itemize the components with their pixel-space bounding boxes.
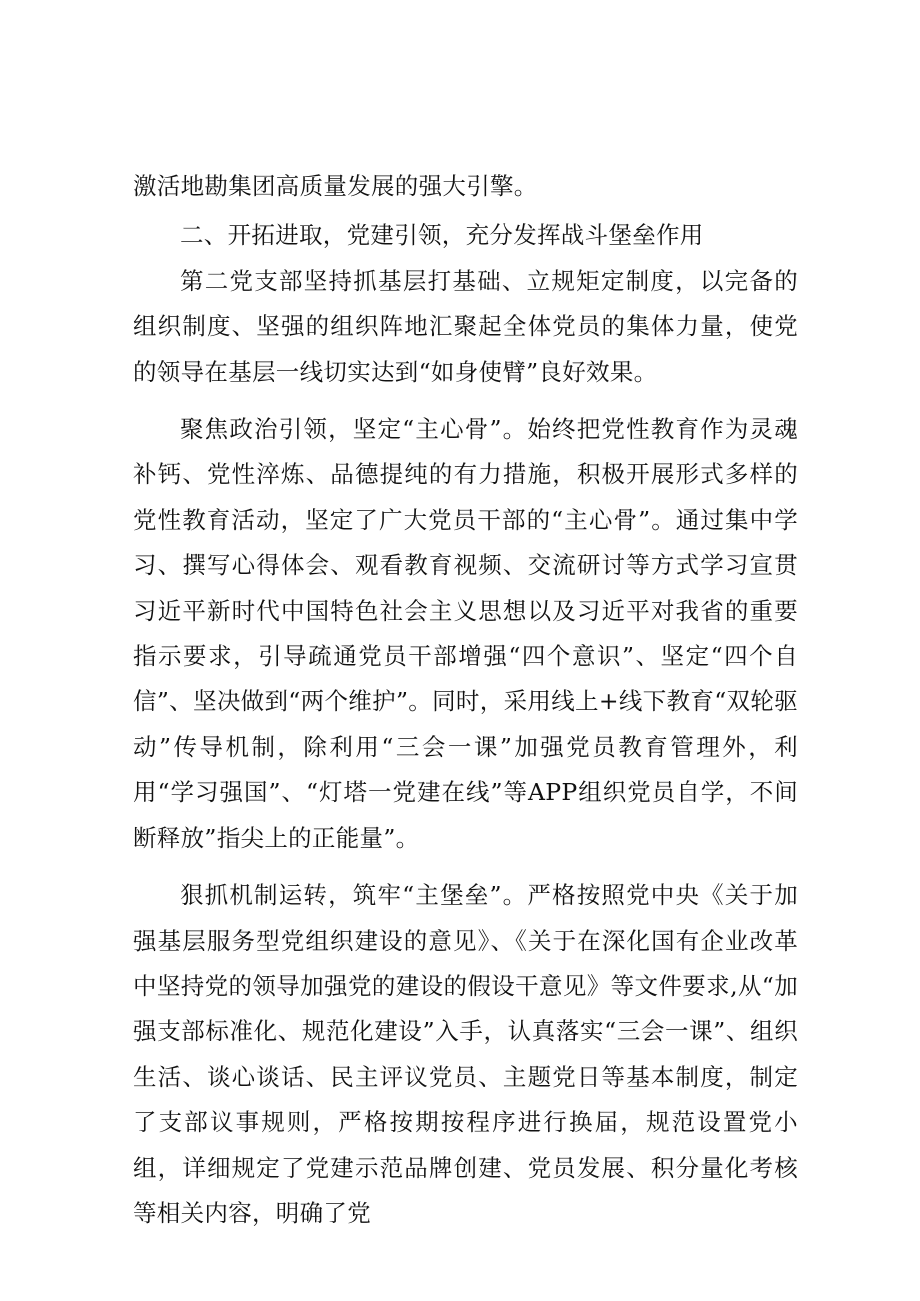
continuation-paragraph: 激活地勘集团高质量发展的强大引擎。 xyxy=(133,172,538,200)
political-guidance-paragraph: 聚焦政治引领，坚定“主心骨”。始终把党性教育作为灵魂补钙、党性淬炼、品德提纯的有力措施，积极开展形式多样的党性教育活动，坚定了广大党员干部的“主心骨”。通过集中学习、撰写心得体会、观看教育视频、交流研讨等方式学习宣贯习近平新时代中国特色社会主义思想以及习近平对我省的重要指示要求，引导疏通党员干部增强“四个意识”、坚定“四个自信”、坚决做到“两个维护”。同时，采用线上+线下教育“双轮驱动”传导机制，除利用“三会一课”加强党员教育管理外，利用“学习强国”、“灯塔一党建在线”等APP组织党员自学，不间断释放”指尖上的正能量”。 xyxy=(133,415,798,852)
section-heading: 二、开拓进取，党建引领，充分发挥战斗堡垒作用 xyxy=(180,221,704,250)
document-body xyxy=(133,164,798,1236)
intro-paragraph: 第二党支部坚持抓基层打基础、立规矩定制度，以完备的组织制度、坚强的组织阵地汇聚起全体党员的集体力量，使党的领导在基层一线切实达到“如身使臂”良好效果。 xyxy=(133,266,798,386)
mechanism-paragraph: 狠抓机制运转，筑牢“主堡垒”。严格按照党中央《关于加强基层服务型党组织建设的意见》、《关于在深化国有企业改革中坚持党的领导加强党的建设的假设干意见》等文件要求,从“加强支部标准化、规范化建设”入手，认真落实“三会一课”、组织生活、谈心谈话、民主评议党员、主题党日等基本制度，制定了支部议事规则，严格按期按程序进行换届，规范设置党小组，详细规定了党建示范品牌创建、党员发展、积分量化考核等相关内容，明确了党 xyxy=(133,881,798,1227)
